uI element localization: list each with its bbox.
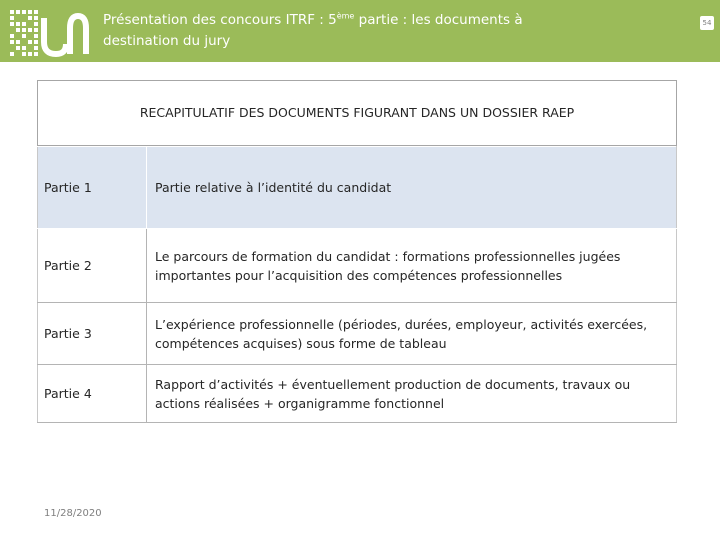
footer-date: 11/28/2020	[44, 508, 102, 519]
part-label: Partie 2	[38, 229, 147, 303]
part-description: Partie relative à l’identité du candidat	[147, 147, 677, 229]
part-label: Partie 3	[38, 303, 147, 365]
recap-heading-box	[37, 80, 677, 146]
part-description: L’expérience professionnelle (périodes, durées, employeur, activités exercées, compétences acquises) sous forme de tableau	[147, 303, 677, 365]
part-label: Partie 1	[38, 147, 147, 229]
part-description: Rapport d’activités + éventuellement production de documents, travaux ou actions réalisées + organigramme fonctionnel	[147, 365, 677, 423]
part-description: Le parcours de formation du candidat : formations professionnelles jugées importantes pour l’acquisition des compétences professionnelles	[147, 229, 677, 303]
header-banner	[0, 0, 720, 62]
part-label: Partie 4	[38, 365, 147, 423]
table-row	[38, 229, 677, 303]
slide-title: Présentation des concours ITRF : 5ème partie : les documents à destination du jury	[103, 11, 523, 49]
table-row	[38, 303, 677, 365]
university-logo-icon	[8, 6, 90, 58]
recap-heading: RECAPITULATIF DES DOCUMENTS FIGURANT DANS UN DOSSIER RAEP	[139, 105, 575, 120]
table-row	[38, 365, 677, 423]
table-row	[38, 147, 677, 229]
documents-table	[37, 146, 677, 423]
slide-number: 54	[700, 16, 714, 30]
